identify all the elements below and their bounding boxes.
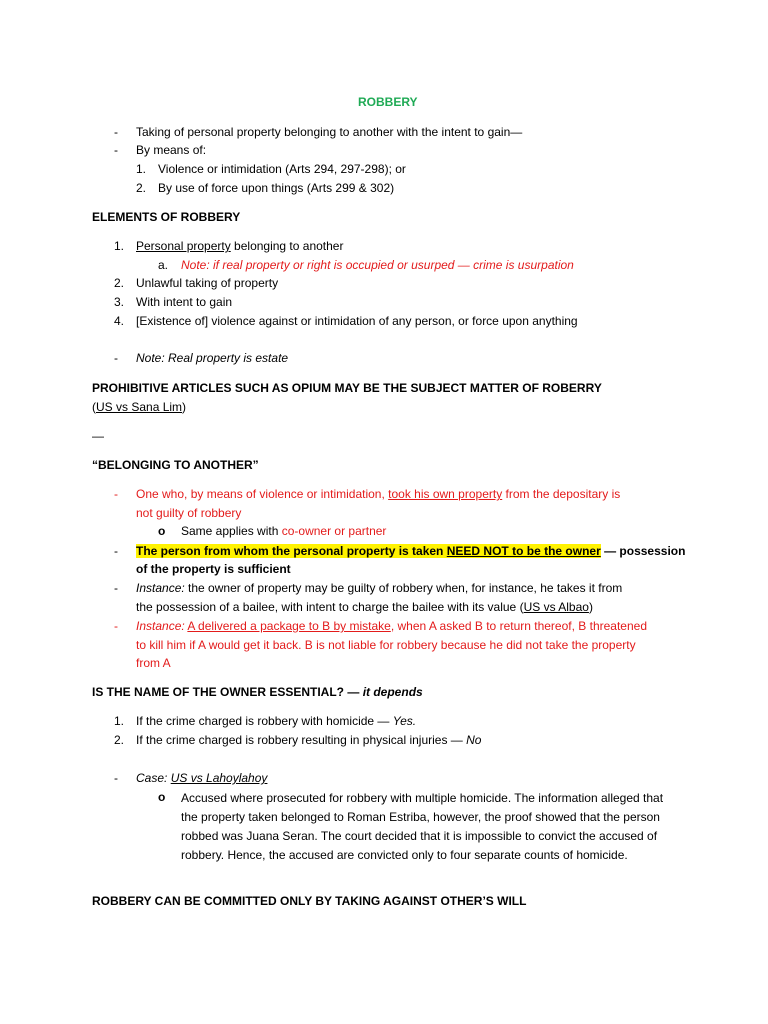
bullet-dash: - bbox=[114, 619, 118, 633]
paren-open: ( bbox=[92, 400, 96, 414]
list-number: 4. bbox=[114, 314, 125, 328]
owner-case-2-answer: No bbox=[466, 733, 482, 747]
against-will-heading: ROBBERY CAN BE COMMITTED ONLY BY TAKING AGAINST OTHER’S WILL bbox=[92, 894, 527, 908]
case-sana-lim: US vs Sana Lim bbox=[96, 400, 183, 414]
owner-case-2 bbox=[136, 732, 481, 748]
bailee-text-b: the possession of a bailee, with intent to charge the bailee with its value ( bbox=[136, 600, 524, 614]
lahoylahoy-case bbox=[136, 770, 267, 786]
prohibitive-heading: PROHIBITIVE ARTICLES SUCH AS OPIUM MAY BE THE SUBJECT MATTER OF ROBERRY bbox=[92, 381, 602, 395]
list-number: 1. bbox=[114, 239, 125, 253]
highlight-underlined: NEED NOT to be the owner bbox=[446, 544, 601, 558]
instance-label: Instance: bbox=[136, 619, 185, 633]
owner-heading bbox=[92, 684, 423, 700]
package-line-2: to kill him if A would get it back. B is not liable for robbery because he did not take the property bbox=[136, 638, 636, 652]
list-number: 2. bbox=[114, 733, 125, 747]
document-title: ROBBERY bbox=[358, 95, 418, 109]
element-2: Unlawful taking of property bbox=[136, 276, 279, 290]
package-line-3: from A bbox=[136, 656, 171, 670]
highlight-a: The person from whom the personal property is taken bbox=[136, 544, 447, 558]
possession-text: — possession bbox=[600, 544, 686, 558]
bullet-dash: - bbox=[114, 544, 118, 558]
list-number: 3. bbox=[114, 295, 125, 309]
bailee-text-a: the owner of property may be guilty of robbery when, for instance, he takes it from bbox=[184, 581, 623, 595]
bullet-dash: - bbox=[114, 771, 118, 785]
intro-by-means: By means of: bbox=[136, 143, 207, 157]
owner-heading-text: IS THE NAME OF THE OWNER ESSENTIAL? — bbox=[92, 685, 363, 699]
package-underlined: A delivered a package to B by mistake bbox=[187, 619, 391, 633]
bullet-dash: - bbox=[114, 143, 118, 157]
owner-case-1 bbox=[136, 713, 416, 729]
separator-dash: — bbox=[92, 429, 104, 443]
usurpation-note: Note: if real property or right is occupied or usurped — crime is usurpation bbox=[181, 258, 574, 272]
list-number: 1. bbox=[136, 162, 147, 176]
owner-case-1-answer: Yes. bbox=[392, 714, 417, 728]
own-property-line-2: not guilty of robbery bbox=[136, 506, 242, 520]
real-property-note: Note: Real property is estate bbox=[136, 351, 289, 365]
own-property-line-1 bbox=[136, 486, 620, 502]
own-property-text: One who, by means of violence or intimidation, bbox=[136, 487, 389, 501]
element-1-rest: belonging to another bbox=[230, 239, 344, 253]
case-lahoylahoy: US vs Lahoylahoy bbox=[170, 771, 268, 785]
instance-label: Instance: bbox=[136, 581, 185, 595]
highlighted-text bbox=[136, 544, 601, 558]
owner-case-1-text: If the crime charged is robbery with homicide — bbox=[136, 714, 393, 728]
bullet-dash: - bbox=[114, 581, 118, 595]
element-1 bbox=[136, 238, 343, 254]
paren-close: ) bbox=[182, 400, 187, 414]
sub-letter: a. bbox=[158, 258, 169, 272]
co-owner-red: co-owner or partner bbox=[281, 524, 387, 538]
prohibitive-case bbox=[92, 399, 186, 415]
belonging-heading: “BELONGING TO ANOTHER” bbox=[92, 458, 259, 472]
co-owner-text: Same applies with bbox=[181, 524, 282, 538]
co-owner-line bbox=[181, 523, 386, 539]
bullet-dash: - bbox=[114, 351, 118, 365]
element-3: With intent to gain bbox=[136, 295, 233, 309]
case-albao: US vs Albao bbox=[523, 600, 589, 614]
bailee-line-1 bbox=[136, 580, 622, 596]
list-number: 2. bbox=[114, 276, 125, 290]
own-property-text-end: from the depositary is bbox=[502, 487, 621, 501]
case-label: Case: bbox=[136, 771, 171, 785]
package-line-1 bbox=[136, 618, 647, 634]
need-not-owner-line-1 bbox=[136, 543, 685, 559]
means-force: By use of force upon things (Arts 299 & 302) bbox=[158, 181, 395, 195]
list-number: 1. bbox=[114, 714, 125, 728]
own-property-underlined: took his own property bbox=[388, 487, 503, 501]
bullet-dash: - bbox=[114, 487, 118, 501]
need-not-owner-line-2: of the property is sufficient bbox=[136, 562, 291, 576]
sub-bullet-o: o bbox=[158, 524, 166, 538]
owner-heading-italic: it depends bbox=[362, 685, 423, 699]
bullet-dash: - bbox=[114, 125, 118, 139]
list-number: 2. bbox=[136, 181, 147, 195]
sub-bullet-o: o bbox=[158, 790, 166, 804]
element-1-underlined: Personal property bbox=[136, 239, 231, 253]
means-violence: Violence or intimidation (Arts 294, 297-298); or bbox=[158, 162, 406, 176]
intro-definition: Taking of personal property belonging to another with the intent to gain— bbox=[136, 125, 523, 139]
bailee-line-2 bbox=[136, 599, 593, 615]
owner-case-2-text: If the crime charged is robbery resulting in physical injuries — bbox=[136, 733, 467, 747]
package-text-a: , when A asked B to return thereof, B threatened bbox=[390, 619, 647, 633]
elements-heading: ELEMENTS OF ROBBERY bbox=[92, 210, 241, 224]
paren-close: ) bbox=[588, 600, 593, 614]
element-4: [Existence of] violence against or intimidation of any person, or force upon anything bbox=[136, 314, 578, 328]
lahoylahoy-summary: Accused where prosecuted for robbery with multiple homicide. The information alleged that the property taken belonged to Roman Estriba, however, the proof showed that the person robbed was Juana Seran. The court decided that it is impossible to convict the accused of robbery. Hence, the accused are convicted only to four separate counts of homicide. bbox=[181, 791, 664, 862]
